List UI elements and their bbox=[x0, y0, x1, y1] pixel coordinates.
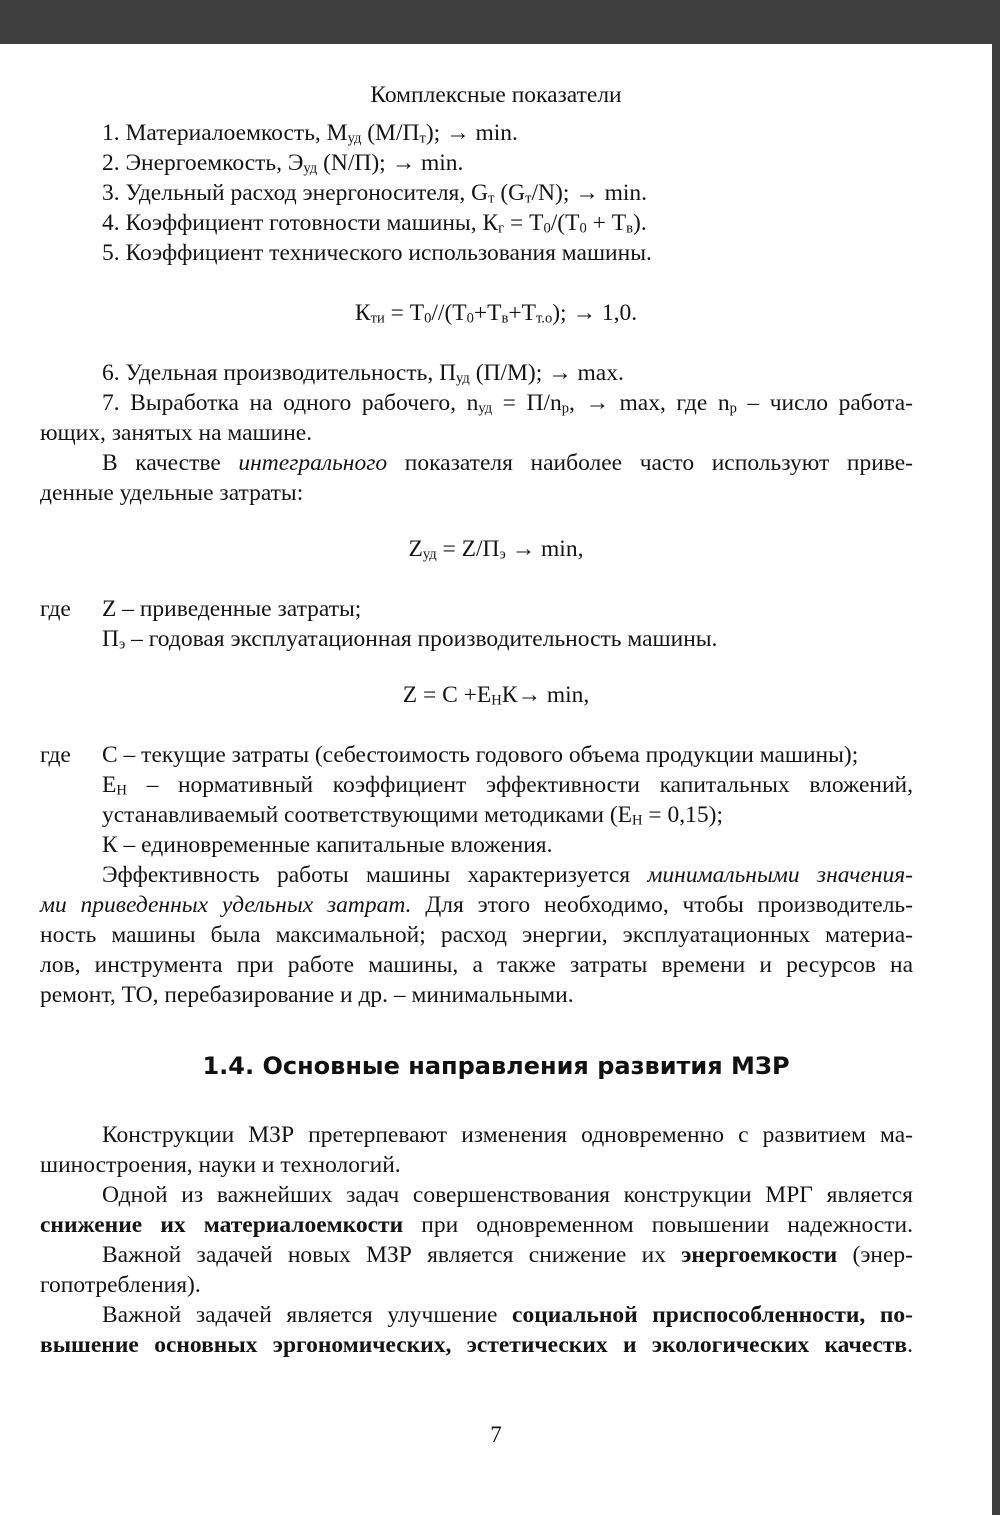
directions-p2-line-1: Одной из важнейших задач совершенствования конструкции МРГ является bbox=[102, 1182, 913, 1208]
where-label-2: где bbox=[40, 742, 71, 768]
indicator-item-4: 4. Коэффициент готовности машины, $К_г = Т_0/(Т_0 + Т_в)$. bbox=[102, 210, 647, 237]
efficiency-line-4: лов, инструмента при работе машины, а также затраты времени и ресурсов на bbox=[40, 952, 913, 978]
directions-p3-line-1: Важной задачей новых МЗР является снижение их энергоемкости (энер- bbox=[102, 1242, 913, 1268]
directions-p2-line-2: снижение их материалоемкости при одновременном повышении надежности. bbox=[40, 1212, 913, 1238]
definition-c: С – текущие затраты (себестоимость годового объема продукции машины); bbox=[102, 742, 859, 768]
indicator-item-6: 6. Удельная производительность, $П_{уд}$ (П/М); → max. bbox=[102, 360, 624, 387]
where-label-1: где bbox=[40, 596, 71, 622]
directions-p1-line-1: Конструкции МЗР претерпевают изменения одновременно с развитием ма- bbox=[102, 1122, 913, 1148]
indicator-item-7: 7. Выработка на одного рабочего, $n_{уд} = П/n_р$, → max, где $n_р$ – число работа- bbox=[102, 390, 913, 417]
efficiency-line-2: ми приведенных удельных затрат. Для этого необходимо, чтобы производитель- bbox=[40, 892, 913, 918]
integral-paragraph-line-1: В качестве интегрального показателя наиболее часто используют приве- bbox=[102, 450, 913, 476]
indicator-item-5: 5. Коэффициент технического использования машины. bbox=[102, 240, 652, 266]
document-page bbox=[0, 44, 992, 1515]
efficiency-line-5: ремонт, ТО, перебазирование и др. – минимальными. bbox=[40, 982, 574, 1008]
definition-en: $Е_Н$ – нормативный коэффициент эффективности капитальных вложений, bbox=[102, 772, 913, 799]
definition-k: К – единовременные капитальные вложения. bbox=[102, 832, 553, 858]
section-title: Комплексные показатели bbox=[370, 82, 622, 108]
directions-p3-line-2: гопотребления). bbox=[40, 1272, 201, 1298]
definition-pe: $П_э$ – годовая эксплуатационная производительность машины. bbox=[102, 626, 718, 653]
definition-z: Z – приведенные затраты; bbox=[102, 596, 362, 622]
efficiency-line-1: Эффективность работы машины характеризуется минимальными значения- bbox=[102, 862, 914, 888]
page-number: 7 bbox=[490, 1422, 502, 1447]
formula-z: $Z = С +Е_НК\to \min$, bbox=[402, 682, 590, 709]
indicator-item-3: 3. Удельный расход энергоносителя, $G_т$ $(G_т/N)$; → min. bbox=[102, 180, 648, 207]
formula-z-ud: $Z_{уд} = Z/П_э \to \min$, bbox=[408, 536, 584, 563]
definition-en-cont: устанавливаемый соответствующими методиками $(Е_Н = 0,15)$; bbox=[102, 802, 724, 829]
indicator-item-1: 1. Материалоемкость, $М_{уд}$ $(М/П_т)$; → min. bbox=[102, 120, 518, 147]
indicator-item-7-cont: ющих, занятых на машине. bbox=[40, 420, 313, 446]
integral-paragraph-line-2: денные удельные затраты: bbox=[40, 480, 304, 506]
indicator-item-2: 2. Энергоемкость, $Э_{уд}$ (N/П); → min. bbox=[102, 150, 464, 177]
directions-p4-line-2: вышение основных эргономических, эстетических и экологических качеств. bbox=[40, 1332, 913, 1358]
chapter-heading: 1.4. Основные направления развития МЗР bbox=[202, 1052, 790, 1080]
directions-p4-line-1: Важной задачей является улучшение социальной приспособленности, по- bbox=[102, 1302, 913, 1328]
efficiency-line-3: ность машины была максимальной; расход энергии, эксплуатационных материа- bbox=[40, 922, 913, 948]
directions-p1-line-2: шиностроения, науки и технологий. bbox=[40, 1152, 401, 1178]
formula-kti: $К_{ти} = Т_0//(Т_0+Т_в+Т_{т.о})$; → 1,0. bbox=[354, 300, 638, 327]
